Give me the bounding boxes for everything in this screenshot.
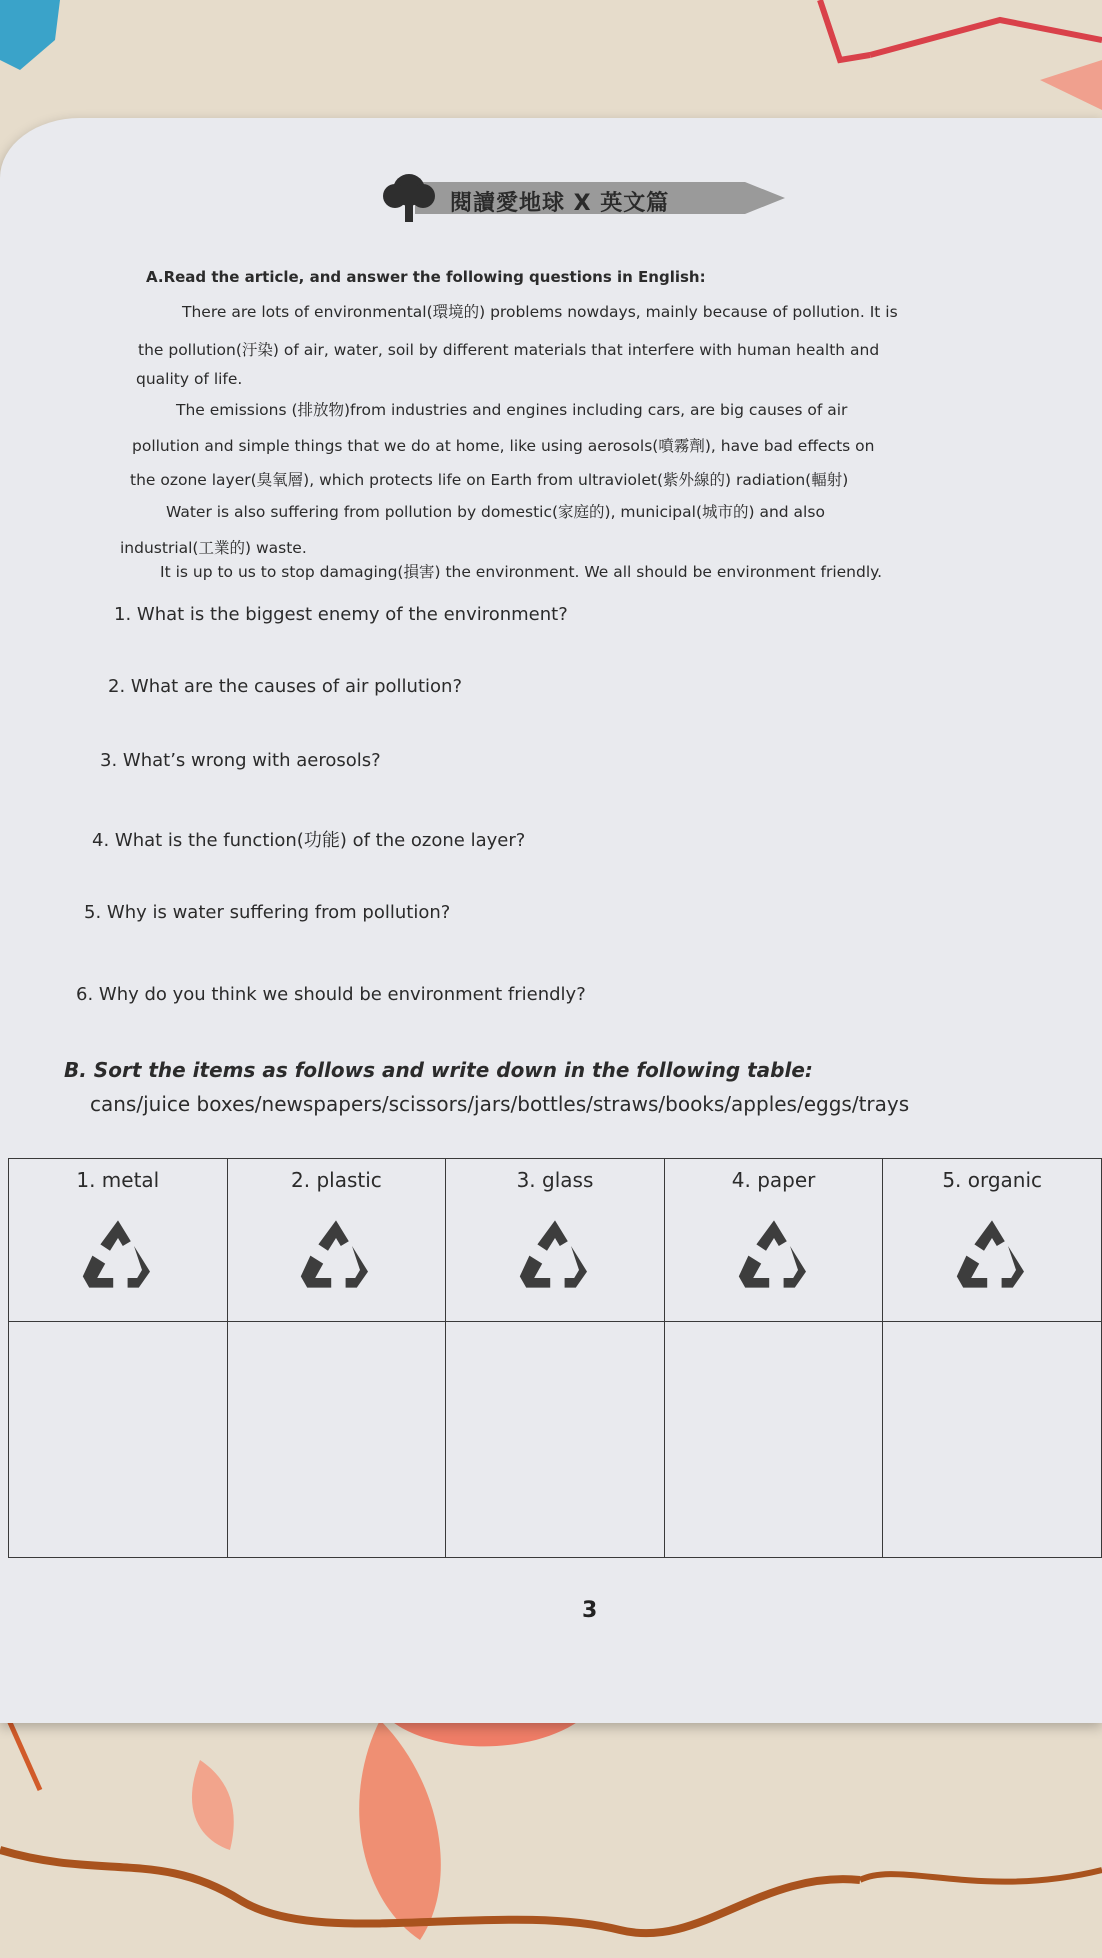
banner-title: 閱讀愛地球 X 英文篇 xyxy=(450,191,670,216)
category-label: 4. paper xyxy=(731,1168,816,1192)
category-label: 2. plastic xyxy=(291,1168,382,1192)
answer-cell-metal[interactable] xyxy=(9,1322,228,1558)
question-3: 3. What’s wrong with aerosols? xyxy=(100,750,381,771)
category-paper xyxy=(664,1159,883,1322)
article-line: industrial(工業的) waste. xyxy=(120,539,307,557)
article-line: The emissions (排放物)from industries and engines including cars, are big causes of air xyxy=(176,401,848,419)
category-organic xyxy=(883,1159,1102,1322)
tree-icon xyxy=(383,174,435,222)
article-line: pollution and simple things that we do at home, like using aerosols(噴霧劑), have bad effects on xyxy=(132,437,875,455)
article-line: There are lots of environmental(環境的) problems nowdays, mainly because of pollution. It is xyxy=(182,303,898,321)
section-a-heading: A.Read the article, and answer the following questions in English: xyxy=(146,268,706,286)
recycle-icon xyxy=(731,1214,817,1294)
recycle-icon xyxy=(75,1214,161,1294)
sorting-table xyxy=(8,1158,1102,1558)
question-5: 5. Why is water suffering from pollution? xyxy=(84,902,451,923)
category-metal xyxy=(9,1159,228,1322)
answer-cell-glass[interactable] xyxy=(446,1322,665,1558)
question-1: 1. What is the biggest enemy of the environment? xyxy=(114,604,568,625)
article-line: Water is also suffering from pollution by domestic(家庭的), municipal(城市的) and also xyxy=(166,503,825,521)
section-b-heading: B. Sort the items as follows and write down in the following table: xyxy=(64,1058,813,1082)
article-line: the ozone layer(臭氧層), which protects life on Earth from ultraviolet(紫外線的) radiation(輻射) xyxy=(130,471,849,489)
recycle-icon xyxy=(949,1214,1035,1294)
page-number: 3 xyxy=(582,1598,598,1623)
category-glass xyxy=(446,1159,665,1322)
article-line: quality of life. xyxy=(136,370,243,388)
article-line: the pollution(汙染) of air, water, soil by different materials that interfere with human health and xyxy=(138,341,880,359)
category-plastic xyxy=(227,1159,446,1322)
question-6: 6. Why do you think we should be environment friendly? xyxy=(76,984,586,1005)
items-list: cans/juice boxes/newspapers/scissors/jars/bottles/straws/books/apples/eggs/trays xyxy=(90,1092,910,1116)
answer-cell-plastic[interactable] xyxy=(227,1322,446,1558)
answer-cell-paper[interactable] xyxy=(664,1322,883,1558)
category-label: 1. metal xyxy=(76,1168,160,1192)
question-4: 4. What is the function(功能) of the ozone layer? xyxy=(92,830,526,851)
recycle-icon xyxy=(512,1214,598,1294)
question-2: 2. What are the causes of air pollution? xyxy=(108,676,462,697)
category-label: 3. glass xyxy=(516,1168,594,1192)
answer-cell-organic[interactable] xyxy=(883,1322,1102,1558)
category-label: 5. organic xyxy=(942,1168,1043,1192)
article-line: It is up to us to stop damaging(損害) the environment. We all should be environment friendly. xyxy=(160,563,883,581)
recycle-icon xyxy=(293,1214,379,1294)
